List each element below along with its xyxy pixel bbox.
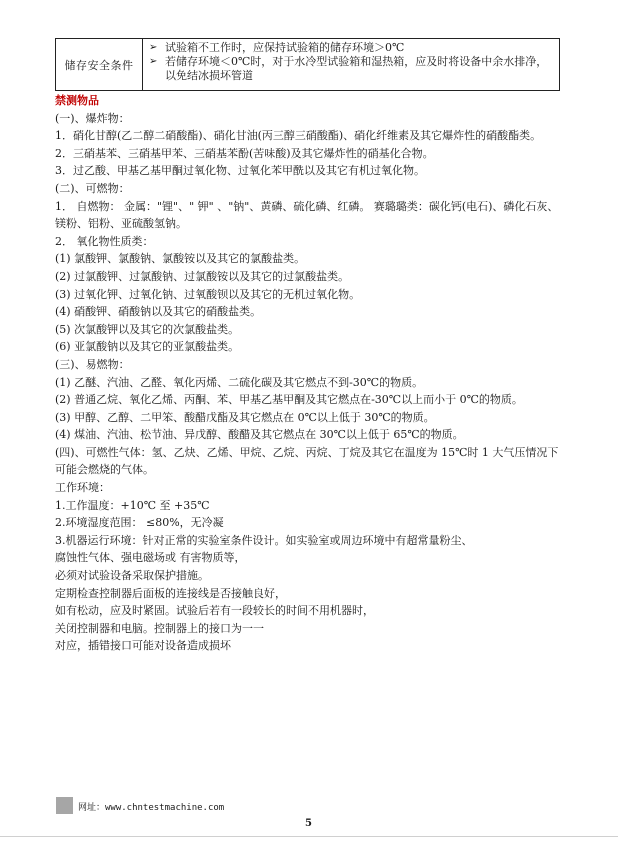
footer-divider [0, 836, 618, 837]
text-line: 1．硝化甘醇(乙二醇二硝酸酯)、硝化甘油(丙三醇三硝酸酯)、硝化纤维素及其它爆炸性的硝酸酯类。 [55, 129, 542, 143]
text-line: 1． 自燃物： 金属："锂"、" 钾" 、"钠"、黄磷、硫化磷、红磷。 赛璐璐类：碳化钙(电石)、磷化石灰、镁粉、铝粉、亚硫酸氢钠。 [55, 199, 559, 231]
text-line: 工作环境： [55, 481, 110, 495]
text-line: 必须对试验设备采取保护措施。 [55, 569, 209, 583]
text-line: (二)、可燃物： [55, 181, 130, 195]
text-line: 3．过乙酸、甲基乙基甲酮过氧化物、过氧化苯甲酰以及其它有机过氧化物。 [55, 164, 425, 178]
section-heading: 禁测物品 [55, 94, 99, 107]
storage-bullet-text: 试验箱不工作时，应保持试验箱的储存环境＞0℃ [165, 41, 405, 54]
arrow-bullet-icon: ➢ [149, 56, 158, 67]
text-line: 如有松动，应及时紧固。试验后若有一段较长的时间不用机器时， [55, 604, 374, 618]
text-line: 关闭控制器和电脑。控制器上的接口为一一 [55, 621, 264, 635]
storage-bullet [149, 41, 553, 55]
text-line: 腐蚀性气体、强电磁场或 有害物质等， [55, 551, 246, 565]
text-line: (1) 乙醚、汽油、乙醛、氧化丙烯、二硫化碳及其它燃点不到-30℃的物质。 [55, 375, 424, 389]
text-line: (4) 煤油、汽油、松节油、异戊醇、酸醋及其它燃点在 30℃以上低于 65℃的物质。 [55, 428, 464, 442]
text-line: (四)、可燃性气体：氢、乙炔、乙烯、甲烷、乙烷、丙烷、丁烷及其它在温度为 15℃时 1 大气压情况下可能会燃烧的气体。 [55, 445, 559, 477]
text-line: (6) 亚氯酸钠以及其它的亚氯酸盐类。 [55, 340, 240, 354]
text-line: (4) 硝酸钾、硝酸钠以及其它的硝酸盐类。 [55, 305, 262, 319]
text-line: 2.环境湿度范围： ≤80%，无冷凝 [55, 516, 224, 530]
arrow-bullet-icon: ➢ [149, 42, 158, 53]
text-line: 对应，插错接口可能对设备造成损坏 [55, 639, 231, 653]
footer-url: 网址：www.chntestmachine.com [78, 803, 225, 813]
storage-label-cell: 储存安全条件 [56, 39, 143, 90]
text-line: (5) 次氯酸钾以及其它的次氯酸盐类。 [55, 322, 240, 336]
storage-content-cell [143, 39, 559, 90]
text-line: 1.工作温度：+10℃ 至 +35℃ [55, 498, 210, 512]
text-line: (一)、爆炸物： [55, 111, 130, 125]
text-line: 定期检查控制器后面板的连接线是否接触良好， [55, 586, 286, 600]
footer-logo-block [56, 797, 73, 814]
text-line: (三)、易燃物： [55, 357, 130, 371]
page-number: 5 [305, 818, 312, 829]
storage-bullet-text: 若储存环境＜0℃时，对于水冷型试验箱和湿热箱，应及时将设备中余水排净，以免结冰损坏管道 [165, 55, 548, 82]
text-line: 3.机器运行环境：针对正常的实验室条件设计。如实验室或周边环境中有超常量粉尘、 [55, 533, 473, 547]
text-line: 2．三硝基苯、三硝基甲苯、三硝基苯酚(苦味酸)及其它爆炸性的硝基化合物。 [55, 146, 434, 160]
storage-bullet [149, 55, 553, 83]
text-line: (1) 氯酸钾、氯酸钠、氯酸铵以及其它的氯酸盐类。 [55, 252, 306, 266]
storage-conditions-table [55, 38, 560, 91]
prohibited-items-section [55, 92, 565, 655]
text-line: (3) 过氧化钾、过氧化钠、过氧酸钡以及其它的无机过氧化物。 [55, 287, 361, 301]
text-line: (3) 甲醇、乙醇、二甲笨、酸醋戊酯及其它燃点在 0℃以上低于 30℃的物质。 [55, 410, 435, 424]
text-line: (2) 过氯酸钾、过氯酸钠、过氯酸铵以及其它的过氯酸盐类。 [55, 269, 350, 283]
text-line: 2． 氧化物性质类： [55, 234, 154, 248]
text-line: (2) 普通乙烷、氧化乙烯、丙酮、苯、甲基乙基甲酮及其它燃点在-30℃以上而小于 0℃的物质。 [55, 393, 523, 407]
